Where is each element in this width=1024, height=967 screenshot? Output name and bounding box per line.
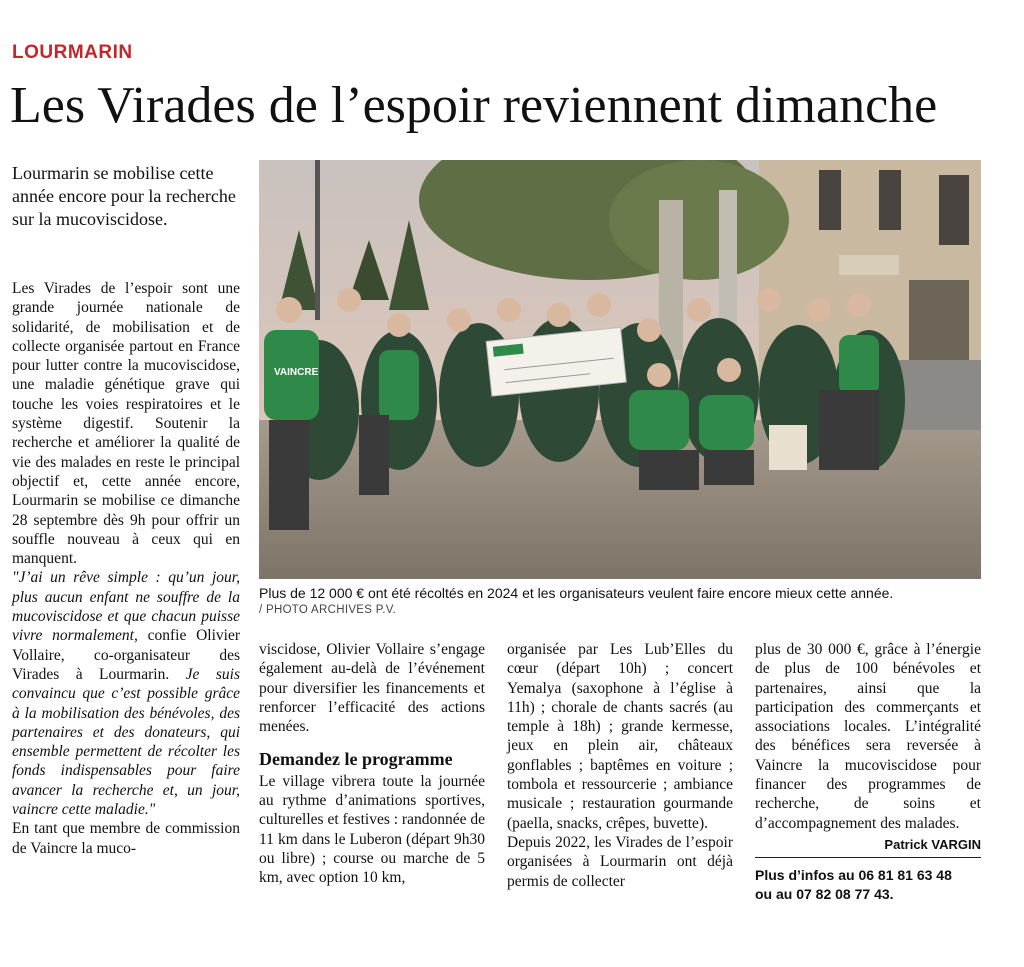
body-paragraph: viscidose, Olivier Vollaire s’engage également au-delà de l’événement pour diversifier les financements et renforcer l’efficacité des actions menées. [259, 641, 485, 736]
article-lead: Lourmarin se mobilise cette année encore pour la recherche sur la mucoviscidose. [12, 163, 236, 229]
article-column-2 [259, 640, 485, 888]
quote-text: Je suis convaincu que c’est possible grâce à la mobilisation des bénévoles, des partenaires et des donateurs, qui ensemble permettent de récolter les fonds indispensables pour faire avancer la recherche et, un jour, vaincre cette maladie." [12, 665, 241, 819]
photo-shirt-text: VAINCRE [274, 367, 319, 378]
info-divider [755, 857, 981, 858]
article-photo [259, 160, 981, 579]
info-line: ou au 07 82 08 77 43. [755, 886, 894, 902]
body-paragraph: Les Virades de l’espoir sont une grande journée nationale de solidarité, de mobilisation et de collecte organisée partout en France pour lutter contre la mucoviscidose, une maladie génétique grave qui touche les voies respiratoires et le système digestif. Soutenir la recherche et améliorer la qualité de vie des malades en reste le principal objectif et, cette année encore, Lourmarin se mobilise ce dimanche 28 septembre dès 9h pour offrir un souffle nouveau à ceux qui en manquent. [12, 280, 240, 568]
quote-text: "J’ai un rêve simple : qu’un jour, plus aucun enfant ne souffre de la mucoviscidose et que chacun puisse vivre normalement, [12, 569, 240, 645]
author-signature: Patrick VARGIN [884, 836, 981, 852]
section-kicker: LOURMARIN [12, 42, 133, 63]
article-headline: Les Virades de l’espoir reviennent dimanche [10, 77, 938, 134]
article-column-1 [12, 279, 240, 858]
article-column-4 [755, 640, 981, 854]
photo-credit: / PHOTO ARCHIVES P.V. [259, 604, 397, 616]
body-paragraph: organisée par Les Lub’Elles du cœur (départ 10h) ; concert Yemalya (saxophone à l’église à 11h) ; chorale de chants sacrés (au temple à 18h) ; grande kermesse, jeux en plein air, châteaux gonflables ; baptêmes en voiture ; tombola et ressourcerie ; ambiance musicale ; restauration gourmande (paella, snacks, crêpes, buvette). [507, 641, 733, 832]
body-paragraph: En tant que membre de commission de Vaincre la muco- [12, 820, 240, 857]
article-subhead: Demandez le programme [259, 749, 453, 770]
quote-paragraph [12, 568, 240, 819]
photo-caption: Plus de 12 000 € ont été récoltés en 2024 et les organisateurs veulent faire encore mieux cette année. [259, 585, 894, 601]
quote-attribution: confie Olivier Vollaire, co-organisateur des Virades à Lourmarin. [12, 627, 240, 683]
info-line: Plus d’infos au 06 81 81 63 48 [755, 867, 952, 883]
body-paragraph: Le village vibrera toute la journée au rythme d’animations sportives, culturelles et festives : randonnée de 11 km dans le Luberon (départ 9h30 ou libre) ; course ou marche de 5 km, avec option 10 km, [259, 772, 485, 887]
group-photo-illustration [259, 160, 981, 579]
body-paragraph: plus de 30 000 €, grâce à l’énergie de plus de 100 bénévoles et partenaires, ainsi que la participation des commerçants et associations locales. L’intégralité des bénéfices sera reversée à Vaincre la mucoviscidose pour financer des programmes de recherche, de soins et d’accompagnement des malades. [755, 641, 981, 832]
article-column-3 [507, 640, 733, 891]
info-box [755, 866, 985, 904]
body-paragraph: Depuis 2022, les Virades de l’espoir organisées à Lourmarin ont déjà permis de collecter [507, 833, 733, 890]
